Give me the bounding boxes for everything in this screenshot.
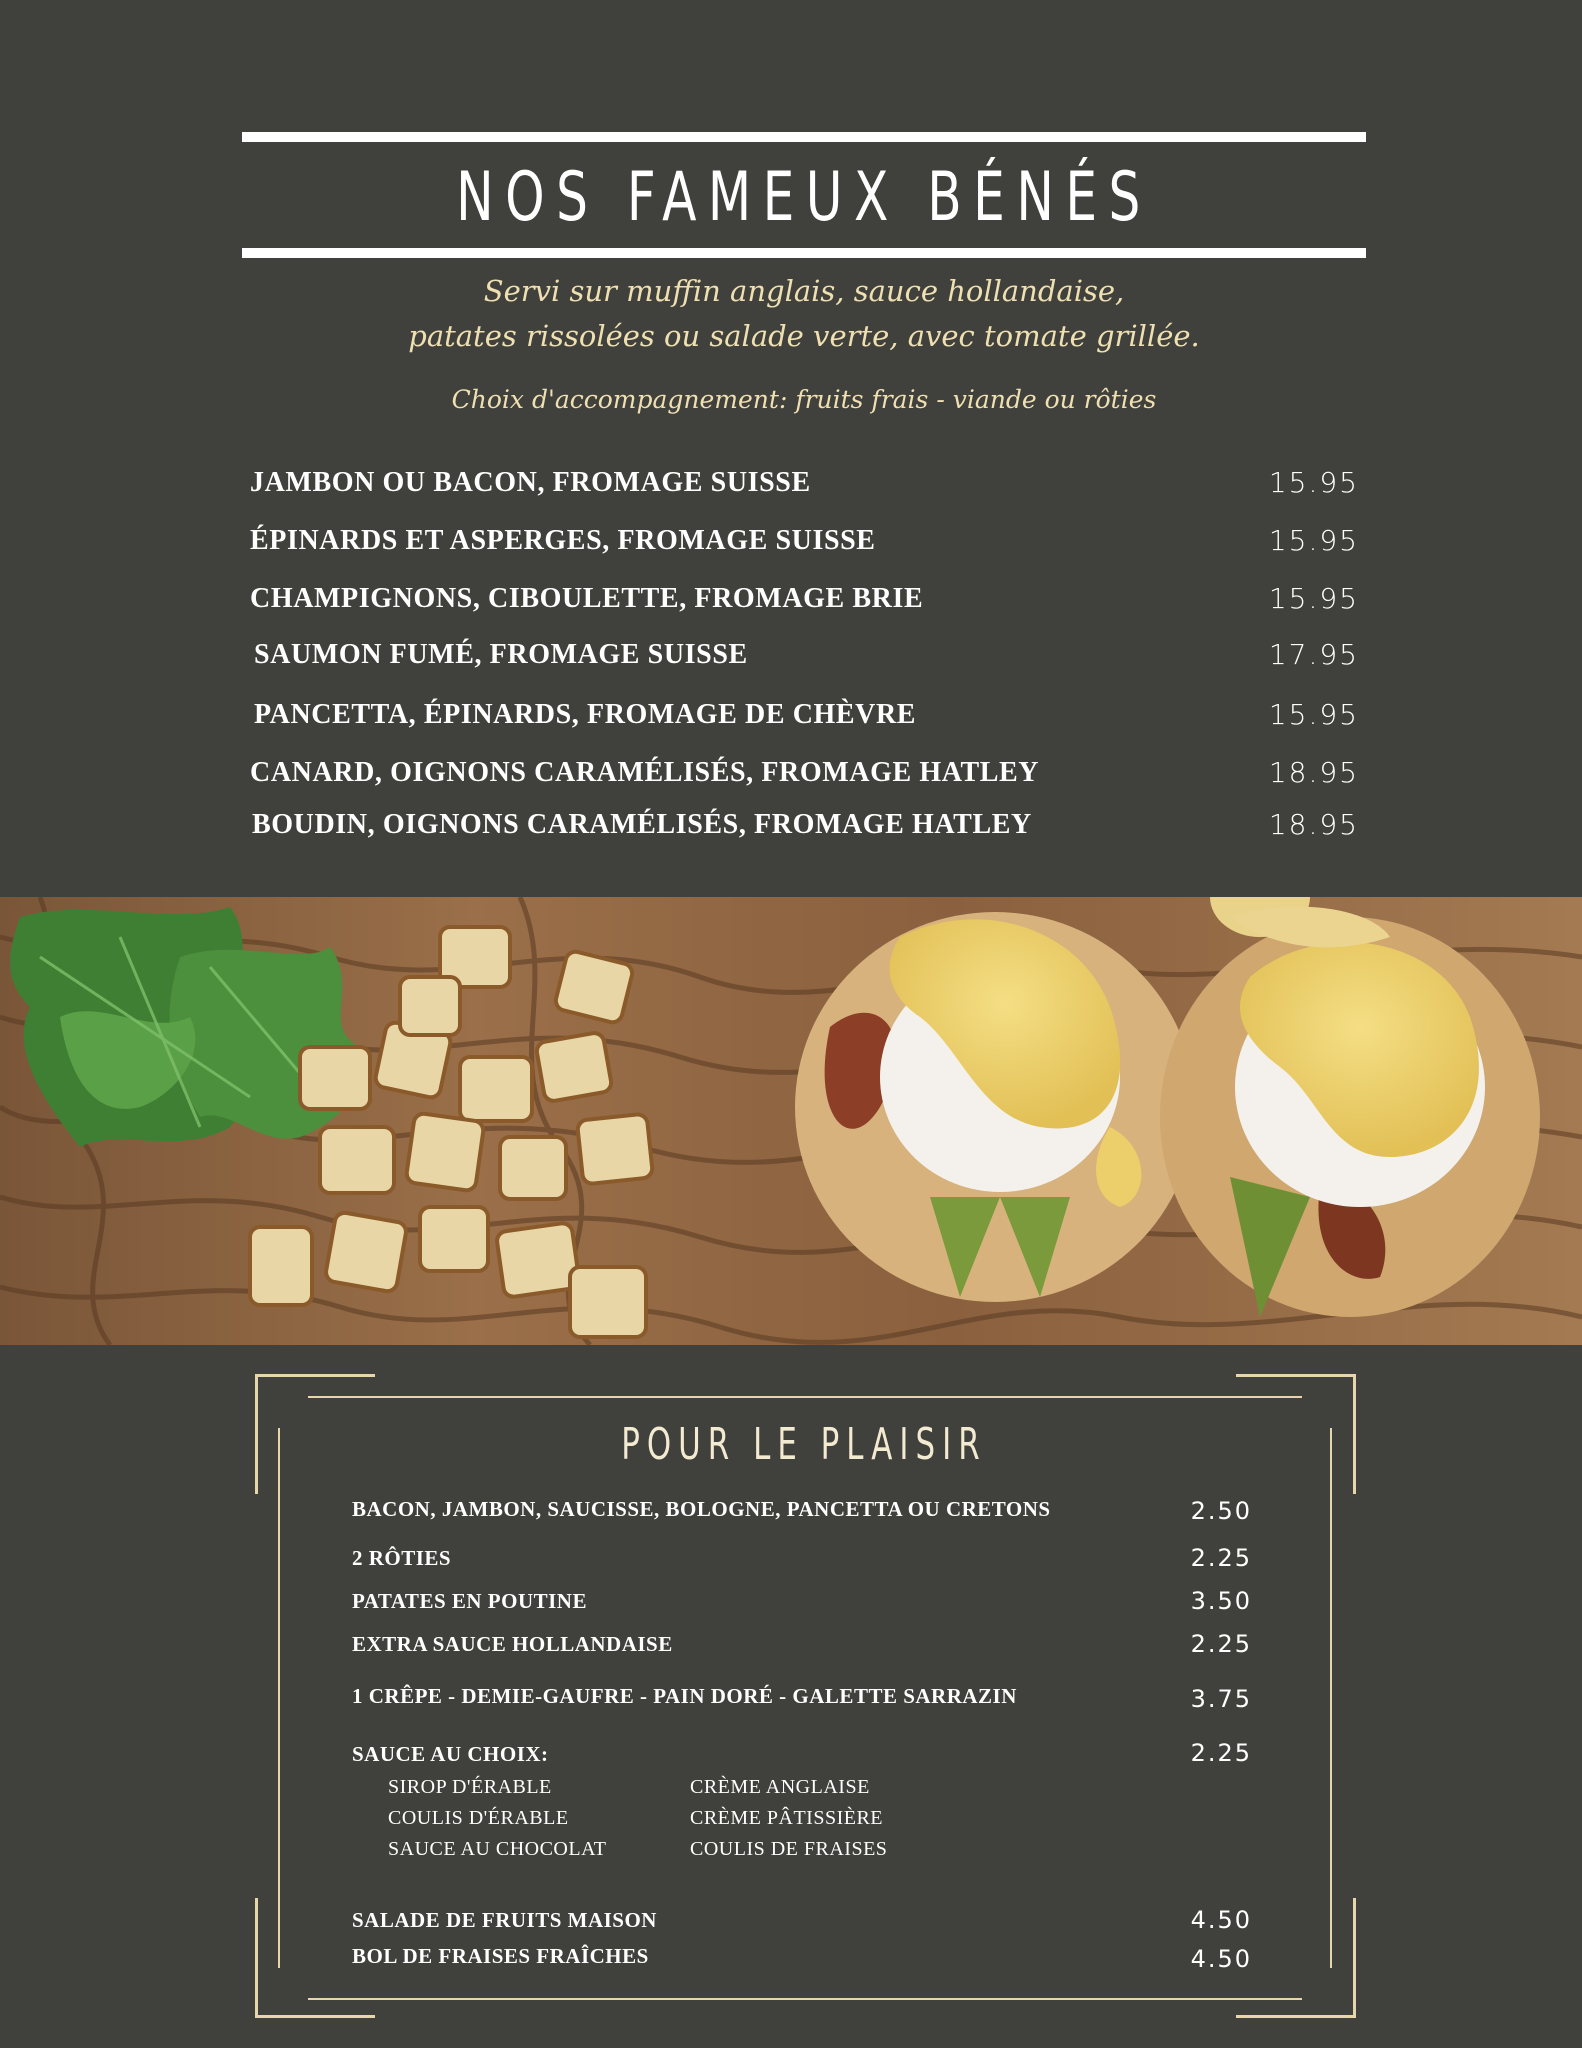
bene-price: 18.95 [1268,756,1359,789]
bene-price: 17.95 [1268,638,1359,671]
bene-name: CANARD, OIGNONS CARAMÉLISÉS, FROMAGE HATLEY [250,757,1040,788]
bene-price: 18.95 [1268,808,1359,841]
extra-price: 4.50 [1190,1945,1252,1973]
frame-corner [255,1374,258,1494]
extra-name: SALADE DE FRUITS MAISON [352,1908,657,1932]
sauce-option: CRÈME ANGLAISE [690,1776,870,1798]
extra-price: 3.50 [1190,1587,1252,1615]
sauce-option: COULIS D'ÉRABLE [388,1807,569,1829]
extras-title: POUR LE PLAISIR [621,1419,987,1470]
food-photo-illustration [0,897,1582,1345]
frame-inner-top [308,1396,1302,1398]
extra-name: BOL DE FRAISES FRAÎCHES [352,1944,649,1968]
frame-corner [255,1898,258,2018]
frame-corner [1353,1374,1356,1494]
bene-price: 15.95 [1268,698,1359,731]
bene-price: 15.95 [1268,466,1359,499]
bene-price: 15.95 [1268,524,1359,557]
frame-corner [255,2015,375,2018]
bene-item [0,748,1582,798]
sauce-option: COULIS DE FRAISES [690,1838,888,1860]
food-photo [0,897,1582,1345]
frame-inner-bottom [308,1998,1302,2000]
side-choice-note: Choix d'accompagnement: fruits frais - viande ou rôties [451,385,1157,414]
frame-corner [1353,1898,1356,2018]
extra-name: BACON, JAMBON, SAUCISSE, BOLOGNE, PANCETTA OU CRETONS [352,1497,1051,1521]
sauce-option: CRÈME PÂTISSIÈRE [690,1807,884,1829]
bene-price: 15.95 [1268,582,1359,615]
title-rule-top [242,132,1366,142]
frame-corner [1236,1374,1356,1377]
extra-name: 1 CRÊPE - DEMIE-GAUFRE - PAIN DORÉ - GALETTE SARRAZIN [352,1684,1017,1708]
bene-name: CHAMPIGNONS, CIBOULETTE, FROMAGE BRIE [250,583,924,614]
extra-price: 4.50 [1190,1906,1252,1934]
extra-price: 2.50 [1190,1497,1252,1525]
bene-name: ÉPINARDS ET ASPERGES, FROMAGE SUISSE [250,525,876,556]
extra-price: 2.25 [1190,1739,1252,1767]
frame-corner [255,1374,375,1377]
frame-inner-left [278,1428,280,1968]
subtitle-line-1: Servi sur muffin anglais, sauce hollandaise, [483,274,1125,308]
page-title: NOS FAMEUX BÉNÉS [456,158,1152,237]
bene-item [0,516,1582,566]
frame-corner [1236,2015,1356,2018]
bene-name: JAMBON OU BACON, FROMAGE SUISSE [250,467,811,498]
bene-item [0,690,1582,740]
extra-price: 3.75 [1190,1685,1252,1713]
sauce-option: SIROP D'ÉRABLE [388,1776,552,1798]
bene-name: SAUMON FUMÉ, FROMAGE SUISSE [254,639,748,670]
extra-price: 2.25 [1190,1630,1252,1658]
subtitle-line-2: patates rissolées ou salade verte, avec tomate grillée. [408,319,1200,353]
bene-item [0,574,1582,624]
bene-item [0,458,1582,508]
extra-name: SAUCE AU CHOIX: [352,1742,549,1766]
title-rule-bottom [242,248,1366,258]
extra-name: EXTRA SAUCE HOLLANDAISE [352,1632,673,1656]
frame-inner-right [1330,1428,1332,1968]
extra-price: 2.25 [1190,1544,1252,1572]
extra-name: 2 RÔTIES [352,1546,452,1570]
sauce-option: SAUCE AU CHOCOLAT [388,1838,607,1860]
bene-name: PANCETTA, ÉPINARDS, FROMAGE DE CHÈVRE [254,699,917,730]
extra-name: PATATES EN POUTINE [352,1589,587,1613]
bene-name: BOUDIN, OIGNONS CARAMÉLISÉS, FROMAGE HATLEY [252,809,1032,840]
bene-item [0,630,1582,680]
bene-item [0,800,1582,850]
